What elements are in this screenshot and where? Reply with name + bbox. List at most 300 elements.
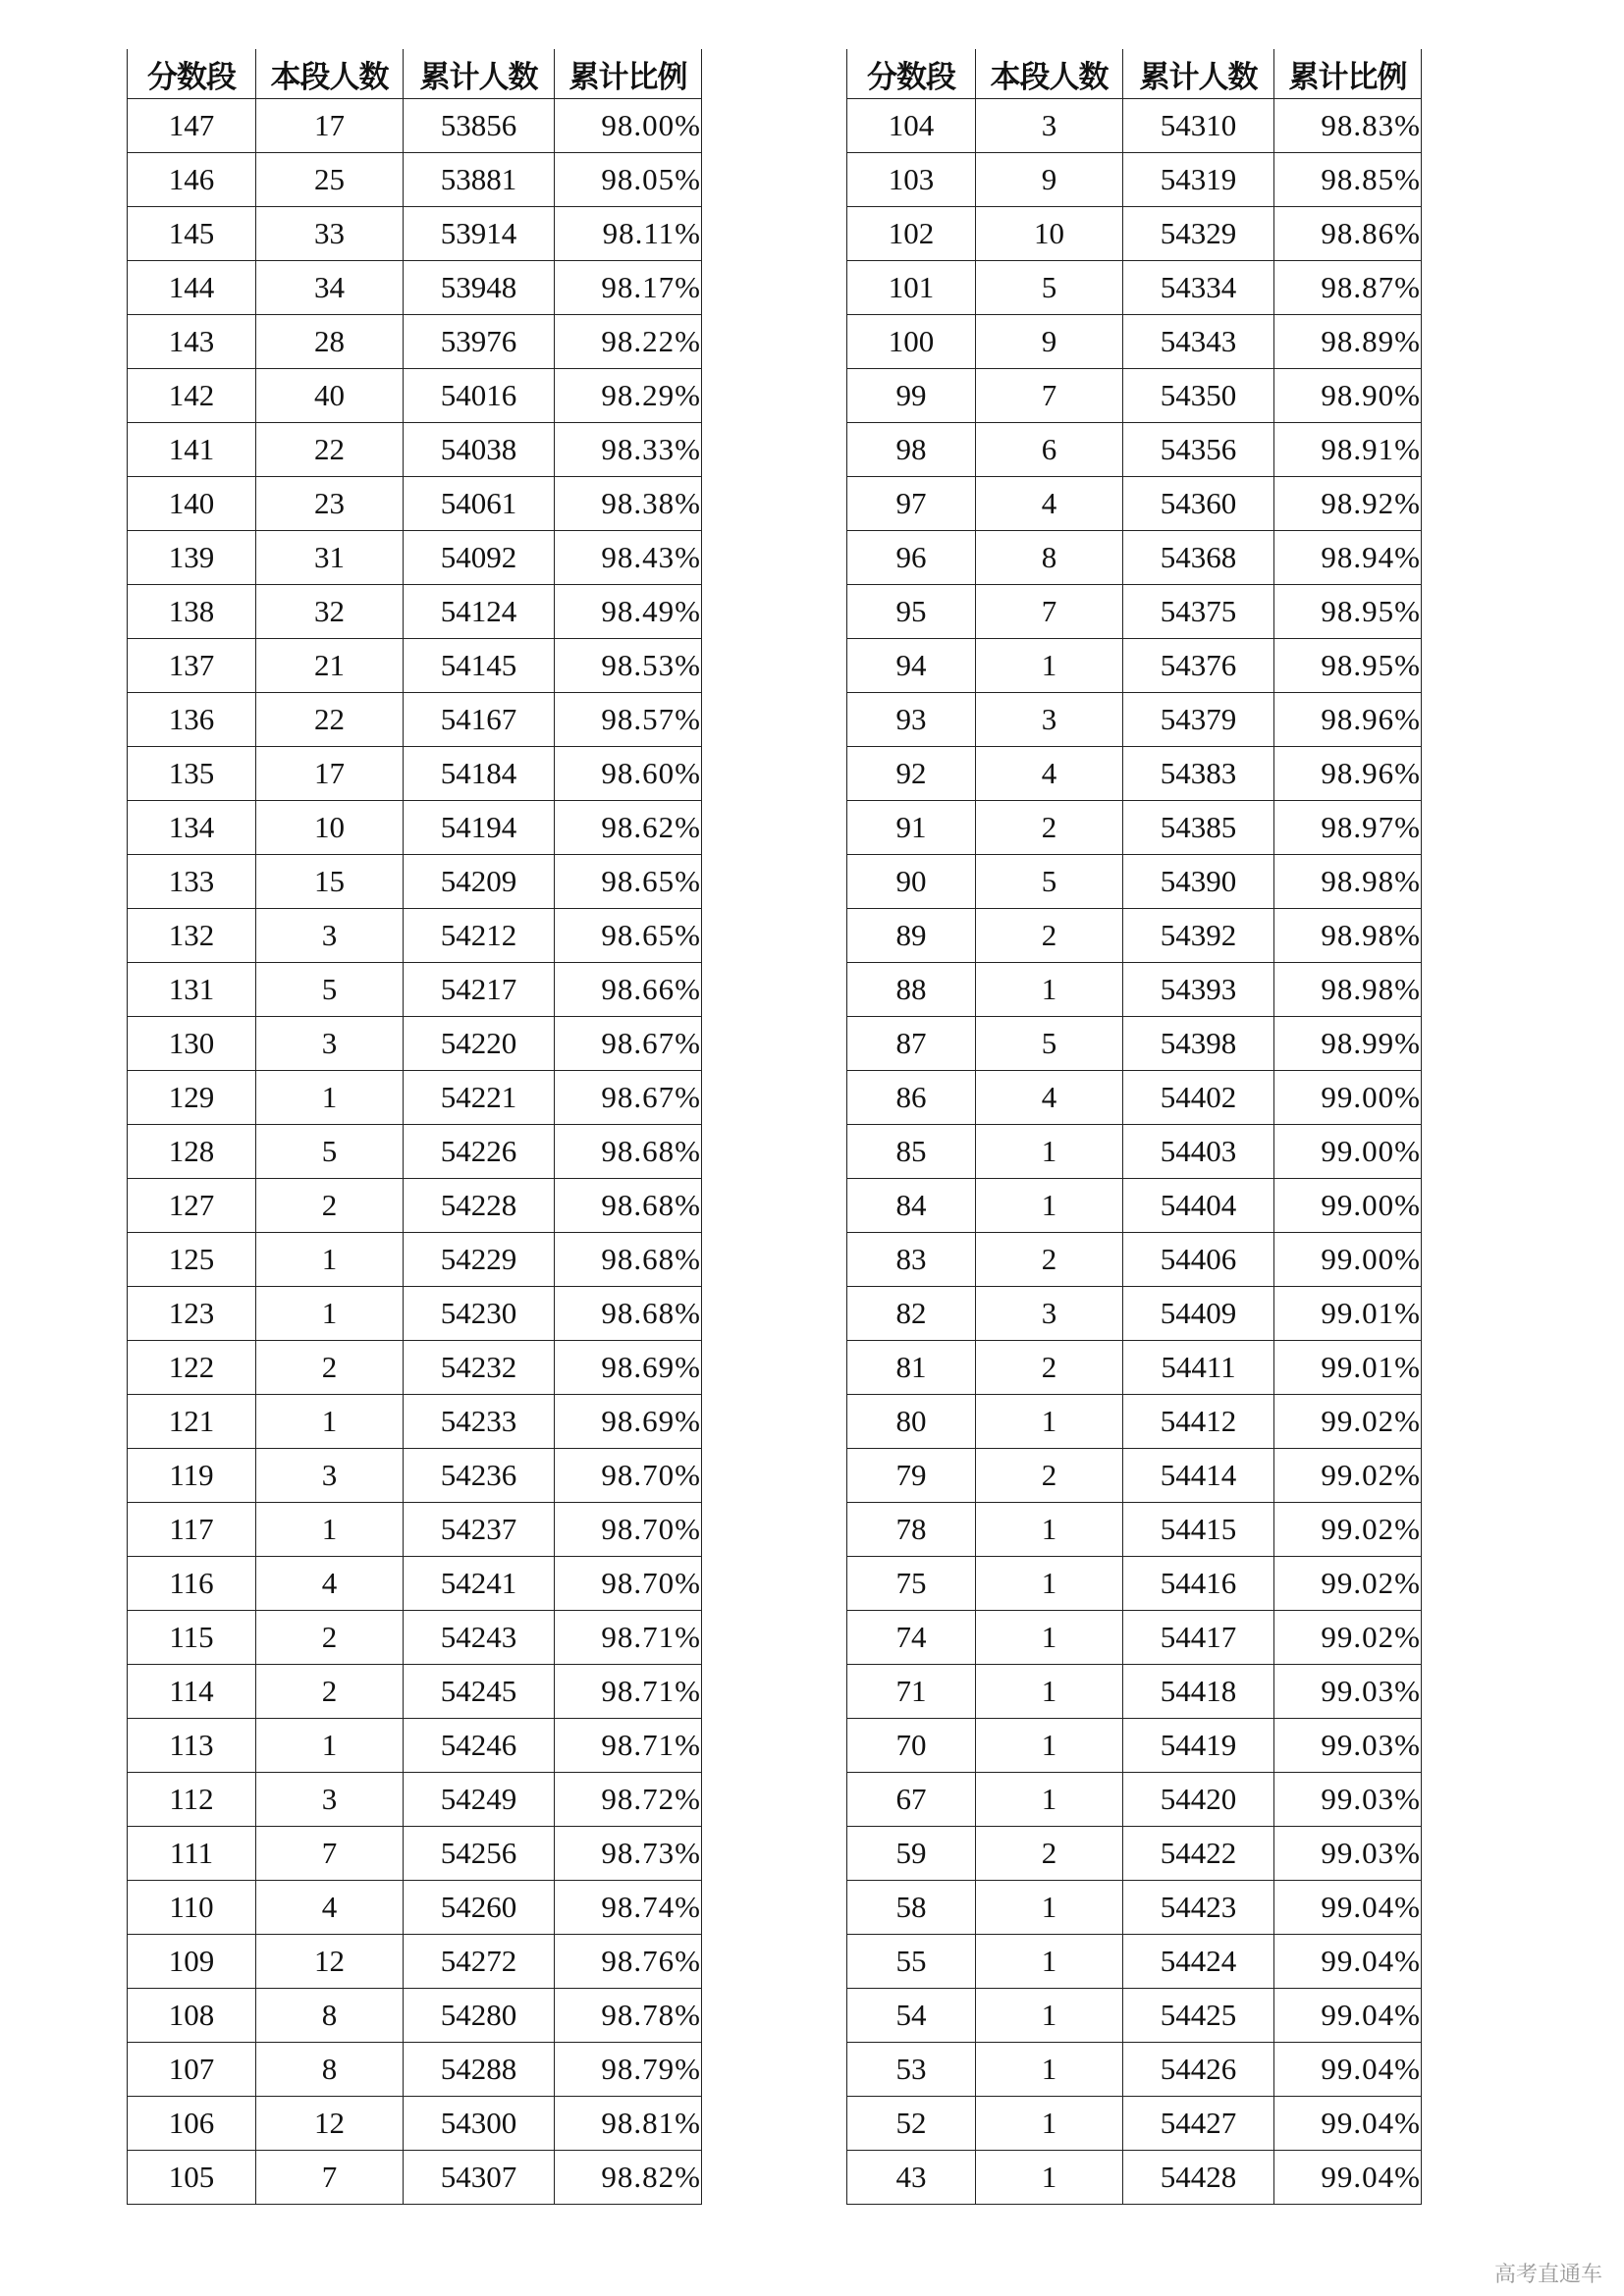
- band-count-cell: 1: [976, 1989, 1123, 2043]
- score-band-cell: 96: [847, 531, 976, 585]
- band-count-cell: 1: [976, 963, 1123, 1017]
- band-count-cell: 7: [256, 1827, 404, 1881]
- table-row: [847, 1233, 1422, 1287]
- score-band-cell: 131: [128, 963, 256, 1017]
- cumulative-count-cell: 54383: [1123, 747, 1274, 801]
- score-band-cell: 128: [128, 1125, 256, 1179]
- score-band-cell: 98: [847, 423, 976, 477]
- cumulative-count-cell: 53856: [404, 99, 555, 153]
- table-row: [128, 1881, 702, 1935]
- cumulative-count-cell: 53976: [404, 315, 555, 369]
- cumulative-ratio-cell: 98.79%: [555, 2043, 702, 2097]
- cumulative-count-cell: 54393: [1123, 963, 1274, 1017]
- cumulative-ratio-cell: 99.02%: [1274, 1611, 1422, 1665]
- score-band-cell: 139: [128, 531, 256, 585]
- band-count-cell: 5: [976, 261, 1123, 315]
- band-count-cell: 4: [976, 747, 1123, 801]
- band-count-cell: 23: [256, 477, 404, 531]
- table-row: [847, 369, 1422, 423]
- cumulative-ratio-cell: 98.17%: [555, 261, 702, 315]
- cumulative-ratio-cell: 99.00%: [1274, 1125, 1422, 1179]
- cumulative-count-cell: 54209: [404, 855, 555, 909]
- score-band-cell: 115: [128, 1611, 256, 1665]
- band-count-cell: 34: [256, 261, 404, 315]
- cumulative-count-cell: 54228: [404, 1179, 555, 1233]
- header-cumulative-ratio: 累计比例: [555, 49, 702, 99]
- cumulative-ratio-cell: 99.01%: [1274, 1341, 1422, 1395]
- table-row: [847, 855, 1422, 909]
- score-table-right: [846, 49, 1422, 2205]
- score-band-cell: 107: [128, 2043, 256, 2097]
- table-row: [847, 1719, 1422, 1773]
- cumulative-count-cell: 54376: [1123, 639, 1274, 693]
- cumulative-ratio-cell: 98.96%: [1274, 693, 1422, 747]
- score-band-cell: 138: [128, 585, 256, 639]
- band-count-cell: 6: [976, 423, 1123, 477]
- band-count-cell: 2: [256, 1179, 404, 1233]
- table-row: [128, 801, 702, 855]
- cumulative-ratio-cell: 98.22%: [555, 315, 702, 369]
- cumulative-count-cell: 54423: [1123, 1881, 1274, 1935]
- score-band-cell: 70: [847, 1719, 976, 1773]
- table-row: [128, 261, 702, 315]
- cumulative-ratio-cell: 99.02%: [1274, 1503, 1422, 1557]
- table-row: [128, 1341, 702, 1395]
- score-band-cell: 142: [128, 369, 256, 423]
- band-count-cell: 2: [976, 1233, 1123, 1287]
- cumulative-ratio-cell: 98.98%: [1274, 963, 1422, 1017]
- cumulative-ratio-cell: 98.86%: [1274, 207, 1422, 261]
- cumulative-ratio-cell: 98.74%: [555, 1881, 702, 1935]
- cumulative-ratio-cell: 99.03%: [1274, 1719, 1422, 1773]
- cumulative-count-cell: 54360: [1123, 477, 1274, 531]
- table-row: [128, 531, 702, 585]
- cumulative-count-cell: 54375: [1123, 585, 1274, 639]
- band-count-cell: 2: [256, 1341, 404, 1395]
- cumulative-count-cell: 54124: [404, 585, 555, 639]
- score-band-cell: 59: [847, 1827, 976, 1881]
- table-row: [847, 1989, 1422, 2043]
- cumulative-ratio-cell: 98.68%: [555, 1233, 702, 1287]
- score-band-cell: 130: [128, 1017, 256, 1071]
- cumulative-ratio-cell: 98.68%: [555, 1125, 702, 1179]
- cumulative-count-cell: 54233: [404, 1395, 555, 1449]
- band-count-cell: 1: [976, 1665, 1123, 1719]
- score-band-cell: 116: [128, 1557, 256, 1611]
- score-band-cell: 121: [128, 1395, 256, 1449]
- score-band-cell: 103: [847, 153, 976, 207]
- score-band-cell: 127: [128, 1179, 256, 1233]
- band-count-cell: 4: [976, 477, 1123, 531]
- cumulative-ratio-cell: 98.92%: [1274, 477, 1422, 531]
- cumulative-count-cell: 54424: [1123, 1935, 1274, 1989]
- header-cumulative-count: 累计人数: [404, 49, 555, 99]
- cumulative-ratio-cell: 99.03%: [1274, 1665, 1422, 1719]
- table-row: [128, 909, 702, 963]
- score-band-cell: 133: [128, 855, 256, 909]
- table-row: [128, 2043, 702, 2097]
- cumulative-count-cell: 54310: [1123, 99, 1274, 153]
- table-row: [128, 1395, 702, 1449]
- band-count-cell: 1: [256, 1071, 404, 1125]
- table-row: [128, 1125, 702, 1179]
- score-band-cell: 129: [128, 1071, 256, 1125]
- cumulative-ratio-cell: 99.04%: [1274, 2151, 1422, 2205]
- table-row: [128, 585, 702, 639]
- score-band-cell: 110: [128, 1881, 256, 1935]
- cumulative-ratio-cell: 98.98%: [1274, 909, 1422, 963]
- band-count-cell: 1: [256, 1233, 404, 1287]
- score-band-cell: 146: [128, 153, 256, 207]
- table-row: [847, 531, 1422, 585]
- table-row: [128, 1719, 702, 1773]
- table-row: [847, 261, 1422, 315]
- score-band-cell: 91: [847, 801, 976, 855]
- score-band-cell: 106: [128, 2097, 256, 2151]
- cumulative-ratio-cell: 98.94%: [1274, 531, 1422, 585]
- header-row: [847, 49, 1422, 99]
- band-count-cell: 40: [256, 369, 404, 423]
- cumulative-ratio-cell: 98.81%: [555, 2097, 702, 2151]
- cumulative-count-cell: 53881: [404, 153, 555, 207]
- cumulative-ratio-cell: 98.72%: [555, 1773, 702, 1827]
- cumulative-count-cell: 54398: [1123, 1017, 1274, 1071]
- cumulative-count-cell: 54249: [404, 1773, 555, 1827]
- score-band-cell: 112: [128, 1773, 256, 1827]
- score-band-cell: 108: [128, 1989, 256, 2043]
- score-band-cell: 90: [847, 855, 976, 909]
- cumulative-count-cell: 54280: [404, 1989, 555, 2043]
- table-row: [128, 369, 702, 423]
- score-band-cell: 136: [128, 693, 256, 747]
- cumulative-ratio-cell: 99.03%: [1274, 1827, 1422, 1881]
- band-count-cell: 25: [256, 153, 404, 207]
- score-band-cell: 81: [847, 1341, 976, 1395]
- band-count-cell: 3: [976, 693, 1123, 747]
- cumulative-ratio-cell: 98.85%: [1274, 153, 1422, 207]
- table-row: [847, 909, 1422, 963]
- band-count-cell: 1: [976, 1179, 1123, 1233]
- cumulative-count-cell: 54092: [404, 531, 555, 585]
- cumulative-count-cell: 54418: [1123, 1665, 1274, 1719]
- band-count-cell: 7: [976, 369, 1123, 423]
- score-band-cell: 119: [128, 1449, 256, 1503]
- band-count-cell: 1: [976, 1773, 1123, 1827]
- table-row: [847, 693, 1422, 747]
- table-row: [847, 477, 1422, 531]
- cumulative-ratio-cell: 98.62%: [555, 801, 702, 855]
- header-cumulative-count: 累计人数: [1123, 49, 1274, 99]
- score-band-cell: 95: [847, 585, 976, 639]
- score-band-cell: 123: [128, 1287, 256, 1341]
- table-row: [128, 963, 702, 1017]
- band-count-cell: 3: [976, 99, 1123, 153]
- cumulative-count-cell: 54411: [1123, 1341, 1274, 1395]
- score-band-cell: 71: [847, 1665, 976, 1719]
- table-row: [128, 1017, 702, 1071]
- table-row: [847, 99, 1422, 153]
- score-band-cell: 89: [847, 909, 976, 963]
- cumulative-count-cell: 54368: [1123, 531, 1274, 585]
- score-band-cell: 143: [128, 315, 256, 369]
- cumulative-ratio-cell: 99.02%: [1274, 1557, 1422, 1611]
- band-count-cell: 3: [976, 1287, 1123, 1341]
- band-count-cell: 1: [976, 1395, 1123, 1449]
- band-count-cell: 4: [256, 1881, 404, 1935]
- cumulative-ratio-cell: 98.87%: [1274, 261, 1422, 315]
- table-row: [128, 153, 702, 207]
- score-band-cell: 83: [847, 1233, 976, 1287]
- band-count-cell: 12: [256, 2097, 404, 2151]
- cumulative-count-cell: 54319: [1123, 153, 1274, 207]
- band-count-cell: 28: [256, 315, 404, 369]
- score-band-cell: 78: [847, 1503, 976, 1557]
- cumulative-ratio-cell: 98.70%: [555, 1449, 702, 1503]
- cumulative-count-cell: 54409: [1123, 1287, 1274, 1341]
- score-band-cell: 137: [128, 639, 256, 693]
- band-count-cell: 1: [976, 2043, 1123, 2097]
- table-row: [847, 1449, 1422, 1503]
- cumulative-ratio-cell: 98.91%: [1274, 423, 1422, 477]
- cumulative-ratio-cell: 98.73%: [555, 1827, 702, 1881]
- band-count-cell: 22: [256, 693, 404, 747]
- score-band-cell: 122: [128, 1341, 256, 1395]
- table-row: [847, 1773, 1422, 1827]
- table-row: [128, 1827, 702, 1881]
- cumulative-count-cell: 54246: [404, 1719, 555, 1773]
- cumulative-ratio-cell: 98.71%: [555, 1611, 702, 1665]
- table-row: [128, 1233, 702, 1287]
- score-band-cell: 79: [847, 1449, 976, 1503]
- score-band-cell: 141: [128, 423, 256, 477]
- table-row: [128, 693, 702, 747]
- band-count-cell: 1: [976, 1125, 1123, 1179]
- cumulative-count-cell: 54427: [1123, 2097, 1274, 2151]
- cumulative-ratio-cell: 98.43%: [555, 531, 702, 585]
- score-band-cell: 145: [128, 207, 256, 261]
- cumulative-ratio-cell: 98.05%: [555, 153, 702, 207]
- band-count-cell: 1: [256, 1503, 404, 1557]
- cumulative-ratio-cell: 98.68%: [555, 1179, 702, 1233]
- band-count-cell: 7: [976, 585, 1123, 639]
- band-count-cell: 32: [256, 585, 404, 639]
- band-count-cell: 1: [976, 2097, 1123, 2151]
- cumulative-ratio-cell: 99.00%: [1274, 1233, 1422, 1287]
- cumulative-ratio-cell: 98.70%: [555, 1557, 702, 1611]
- table-row: [847, 747, 1422, 801]
- score-band-cell: 52: [847, 2097, 976, 2151]
- cumulative-count-cell: 54415: [1123, 1503, 1274, 1557]
- cumulative-count-cell: 53948: [404, 261, 555, 315]
- cumulative-count-cell: 54414: [1123, 1449, 1274, 1503]
- band-count-cell: 1: [976, 1557, 1123, 1611]
- cumulative-ratio-cell: 98.76%: [555, 1935, 702, 1989]
- cumulative-count-cell: 54288: [404, 2043, 555, 2097]
- table-row: [847, 1179, 1422, 1233]
- table-row: [128, 1611, 702, 1665]
- cumulative-ratio-cell: 99.04%: [1274, 2097, 1422, 2151]
- table-row: [128, 315, 702, 369]
- cumulative-ratio-cell: 98.65%: [555, 855, 702, 909]
- cumulative-count-cell: 54016: [404, 369, 555, 423]
- table-row: [128, 207, 702, 261]
- score-band-cell: 94: [847, 639, 976, 693]
- table-row: [847, 1017, 1422, 1071]
- cumulative-count-cell: 54329: [1123, 207, 1274, 261]
- cumulative-ratio-cell: 99.00%: [1274, 1179, 1422, 1233]
- cumulative-count-cell: 54217: [404, 963, 555, 1017]
- cumulative-count-cell: 54426: [1123, 2043, 1274, 2097]
- header-band-count: 本段人数: [256, 49, 404, 99]
- cumulative-ratio-cell: 98.95%: [1274, 639, 1422, 693]
- table-row: [128, 1557, 702, 1611]
- cumulative-ratio-cell: 98.67%: [555, 1017, 702, 1071]
- cumulative-ratio-cell: 99.04%: [1274, 2043, 1422, 2097]
- band-count-cell: 5: [976, 855, 1123, 909]
- band-count-cell: 9: [976, 315, 1123, 369]
- cumulative-ratio-cell: 98.29%: [555, 369, 702, 423]
- cumulative-ratio-cell: 98.70%: [555, 1503, 702, 1557]
- table-row: [847, 1611, 1422, 1665]
- score-band-cell: 109: [128, 1935, 256, 1989]
- score-band-cell: 86: [847, 1071, 976, 1125]
- score-band-cell: 132: [128, 909, 256, 963]
- score-band-cell: 82: [847, 1287, 976, 1341]
- table-row: [128, 855, 702, 909]
- table-row: [847, 2097, 1422, 2151]
- table-row: [847, 2043, 1422, 2097]
- cumulative-ratio-cell: 98.65%: [555, 909, 702, 963]
- table-row: [847, 1503, 1422, 1557]
- cumulative-count-cell: 54350: [1123, 369, 1274, 423]
- cumulative-ratio-cell: 99.02%: [1274, 1449, 1422, 1503]
- score-band-cell: 84: [847, 1179, 976, 1233]
- cumulative-count-cell: 54194: [404, 801, 555, 855]
- score-band-cell: 97: [847, 477, 976, 531]
- table-row: [128, 1449, 702, 1503]
- cumulative-count-cell: 54406: [1123, 1233, 1274, 1287]
- table-row: [128, 1773, 702, 1827]
- header-cumulative-ratio: 累计比例: [1274, 49, 1422, 99]
- band-count-cell: 1: [256, 1719, 404, 1773]
- band-count-cell: 5: [976, 1017, 1123, 1071]
- cumulative-ratio-cell: 98.00%: [555, 99, 702, 153]
- cumulative-count-cell: 54404: [1123, 1179, 1274, 1233]
- band-count-cell: 12: [256, 1935, 404, 1989]
- band-count-cell: 3: [256, 909, 404, 963]
- score-band-cell: 117: [128, 1503, 256, 1557]
- table-row: [128, 1989, 702, 2043]
- score-band-cell: 55: [847, 1935, 976, 1989]
- score-band-cell: 43: [847, 2151, 976, 2205]
- cumulative-count-cell: 54236: [404, 1449, 555, 1503]
- cumulative-count-cell: 54425: [1123, 1989, 1274, 2043]
- band-count-cell: 9: [976, 153, 1123, 207]
- table-row: [847, 963, 1422, 1017]
- band-count-cell: 1: [976, 2151, 1123, 2205]
- score-band-cell: 134: [128, 801, 256, 855]
- cumulative-count-cell: 54334: [1123, 261, 1274, 315]
- cumulative-ratio-cell: 99.04%: [1274, 1935, 1422, 1989]
- table-row: [847, 1125, 1422, 1179]
- header-row: [128, 49, 702, 99]
- cumulative-ratio-cell: 98.60%: [555, 747, 702, 801]
- score-band-cell: 80: [847, 1395, 976, 1449]
- band-count-cell: 1: [976, 1719, 1123, 1773]
- table-row: [128, 1287, 702, 1341]
- band-count-cell: 2: [976, 801, 1123, 855]
- cumulative-count-cell: 54416: [1123, 1557, 1274, 1611]
- table-row: [128, 2151, 702, 2205]
- cumulative-count-cell: 54385: [1123, 801, 1274, 855]
- band-count-cell: 1: [976, 1503, 1123, 1557]
- cumulative-ratio-cell: 98.57%: [555, 693, 702, 747]
- cumulative-ratio-cell: 98.11%: [555, 207, 702, 261]
- band-count-cell: 7: [256, 2151, 404, 2205]
- header-score-band: 分数段: [847, 49, 976, 99]
- cumulative-count-cell: 54212: [404, 909, 555, 963]
- band-count-cell: 1: [256, 1287, 404, 1341]
- band-count-cell: 8: [976, 531, 1123, 585]
- cumulative-count-cell: 54379: [1123, 693, 1274, 747]
- cumulative-ratio-cell: 98.69%: [555, 1395, 702, 1449]
- table-row: [128, 1503, 702, 1557]
- score-band-cell: 92: [847, 747, 976, 801]
- table-row: [847, 1071, 1422, 1125]
- band-count-cell: 8: [256, 2043, 404, 2097]
- band-count-cell: 1: [256, 1395, 404, 1449]
- cumulative-count-cell: 54417: [1123, 1611, 1274, 1665]
- cumulative-ratio-cell: 99.04%: [1274, 1989, 1422, 2043]
- cumulative-count-cell: 54220: [404, 1017, 555, 1071]
- table-row: [847, 1395, 1422, 1449]
- score-band-cell: 111: [128, 1827, 256, 1881]
- band-count-cell: 3: [256, 1449, 404, 1503]
- cumulative-count-cell: 54237: [404, 1503, 555, 1557]
- header-band-count: 本段人数: [976, 49, 1123, 99]
- cumulative-count-cell: 54061: [404, 477, 555, 531]
- band-count-cell: 10: [256, 801, 404, 855]
- score-band-cell: 58: [847, 1881, 976, 1935]
- table-row: [847, 1881, 1422, 1935]
- band-count-cell: 5: [256, 1125, 404, 1179]
- cumulative-count-cell: 54419: [1123, 1719, 1274, 1773]
- band-count-cell: 1: [976, 639, 1123, 693]
- cumulative-ratio-cell: 98.49%: [555, 585, 702, 639]
- cumulative-ratio-cell: 98.66%: [555, 963, 702, 1017]
- cumulative-ratio-cell: 98.53%: [555, 639, 702, 693]
- cumulative-ratio-cell: 98.78%: [555, 1989, 702, 2043]
- cumulative-ratio-cell: 98.68%: [555, 1287, 702, 1341]
- table-row: [847, 801, 1422, 855]
- band-count-cell: 31: [256, 531, 404, 585]
- cumulative-ratio-cell: 98.89%: [1274, 315, 1422, 369]
- table-row: [128, 1179, 702, 1233]
- cumulative-ratio-cell: 98.67%: [555, 1071, 702, 1125]
- cumulative-count-cell: 54245: [404, 1665, 555, 1719]
- cumulative-ratio-cell: 98.71%: [555, 1665, 702, 1719]
- score-band-cell: 114: [128, 1665, 256, 1719]
- score-band-cell: 93: [847, 693, 976, 747]
- table-row: [847, 1935, 1422, 1989]
- cumulative-count-cell: 54226: [404, 1125, 555, 1179]
- table-row: [847, 1341, 1422, 1395]
- cumulative-ratio-cell: 99.00%: [1274, 1071, 1422, 1125]
- band-count-cell: 33: [256, 207, 404, 261]
- score-band-cell: 75: [847, 1557, 976, 1611]
- table-row: [847, 423, 1422, 477]
- cumulative-count-cell: 54229: [404, 1233, 555, 1287]
